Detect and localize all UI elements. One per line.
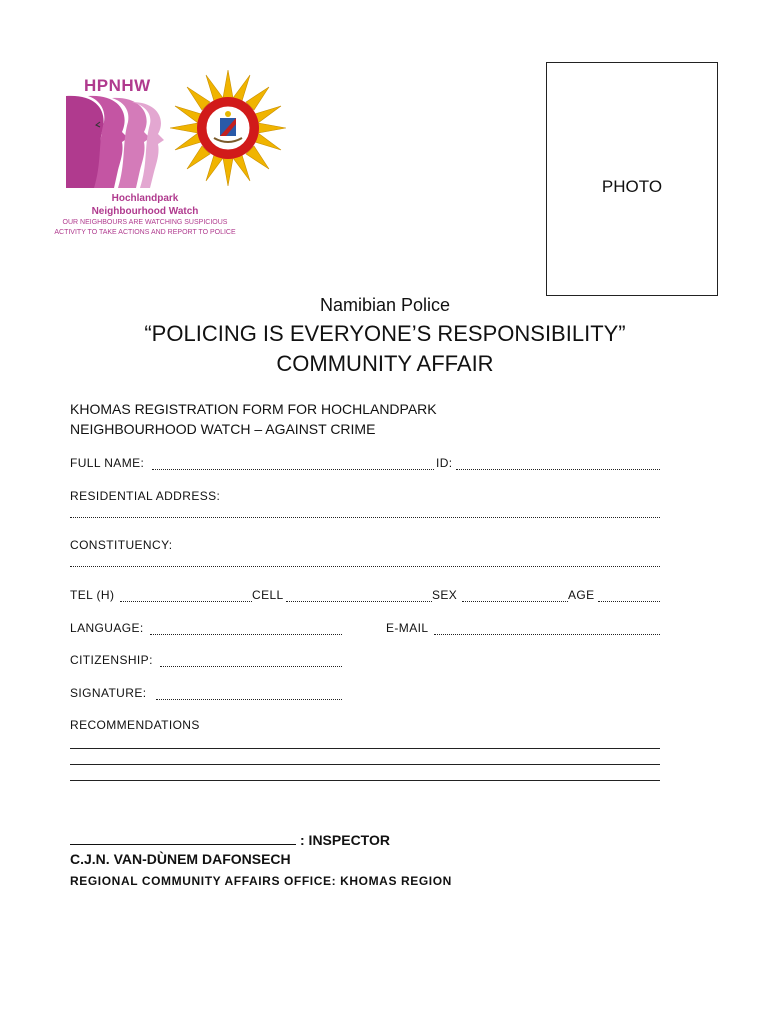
recommendations-line-3[interactable] bbox=[70, 780, 660, 781]
form-title-line2: NEIGHBOURHOOD WATCH – AGAINST CRIME bbox=[70, 421, 376, 437]
form-title bbox=[70, 399, 437, 439]
slogan: “POLICING IS EVERYONE’S RESPONSIBILITY” bbox=[144, 321, 626, 346]
recommendations-line-1[interactable] bbox=[70, 748, 660, 749]
form-title-line1: KHOMAS REGISTRATION FORM FOR HOCHLANDPARK bbox=[70, 401, 437, 417]
age-field[interactable] bbox=[598, 600, 660, 602]
address-label: RESIDENTIAL ADDRESS: bbox=[70, 489, 221, 503]
inspector-role: : INSPECTOR bbox=[300, 832, 390, 848]
full-name-field[interactable] bbox=[152, 468, 434, 470]
department-title: COMMUNITY AFFAIR bbox=[276, 351, 494, 376]
cell-field[interactable] bbox=[286, 600, 432, 602]
language-label: LANGUAGE: bbox=[70, 621, 144, 635]
logo-acronym: HPNHW bbox=[84, 76, 151, 95]
language-field[interactable] bbox=[150, 633, 342, 635]
photo-label: PHOTO bbox=[601, 177, 663, 196]
recommendations-row bbox=[70, 718, 660, 736]
logo-tagline bbox=[50, 218, 240, 238]
sex-label: SEX bbox=[432, 588, 458, 602]
constituency-field[interactable] bbox=[70, 565, 660, 567]
full-name-row bbox=[70, 456, 660, 474]
namibian-police-star-seal bbox=[170, 70, 286, 186]
signature-row bbox=[70, 686, 660, 704]
address-field[interactable] bbox=[70, 516, 660, 518]
id-field[interactable] bbox=[456, 468, 660, 470]
office-name: REGIONAL COMMUNITY AFFAIRS OFFICE: KHOMAS REGION bbox=[70, 874, 452, 888]
logo-tagline-line1: OUR NEIGHBOURS ARE WATCHING SUSPICIOUS bbox=[62, 219, 228, 226]
address-row bbox=[70, 489, 660, 507]
tel-label: TEL (H) bbox=[70, 588, 115, 602]
recommendations-line-2[interactable] bbox=[70, 764, 660, 765]
signature-field[interactable] bbox=[156, 698, 342, 700]
age-label: AGE bbox=[568, 588, 595, 602]
citizenship-row bbox=[70, 653, 660, 671]
citizenship-label: CITIZENSHIP: bbox=[70, 653, 153, 667]
signature-label: SIGNATURE: bbox=[70, 686, 147, 700]
photo-box[interactable] bbox=[546, 62, 718, 296]
logo-tagline-line2: ACTIVITY TO TAKE ACTIONS AND REPORT TO POLICE bbox=[54, 229, 236, 236]
organisation-name: Namibian Police bbox=[319, 295, 451, 315]
logo-name-line2: Neighbourhood Watch bbox=[91, 206, 199, 217]
id-label: ID: bbox=[436, 456, 453, 470]
logo-name bbox=[60, 192, 230, 218]
tel-field[interactable] bbox=[120, 600, 252, 602]
constituency-row bbox=[70, 538, 660, 556]
citizenship-field[interactable] bbox=[160, 665, 342, 667]
full-name-label: FULL NAME: bbox=[70, 456, 145, 470]
officer-name: C.J.N. VAN-DÙNEM DAFONSECH bbox=[70, 851, 291, 867]
contact-row bbox=[70, 588, 660, 606]
email-label: E-MAIL bbox=[386, 621, 429, 635]
sex-field[interactable] bbox=[462, 600, 568, 602]
logo-name-line1: Hochlandpark bbox=[111, 193, 179, 204]
cell-label: CELL bbox=[252, 588, 284, 602]
email-field[interactable] bbox=[434, 633, 660, 635]
language-row bbox=[70, 621, 660, 639]
recommendations-label: RECOMMENDATIONS bbox=[70, 718, 200, 732]
constituency-label: CONSTITUENCY: bbox=[70, 538, 173, 552]
inspector-signature-line[interactable] bbox=[70, 844, 296, 845]
neighbourhood-watch-faces-logo bbox=[58, 92, 168, 190]
